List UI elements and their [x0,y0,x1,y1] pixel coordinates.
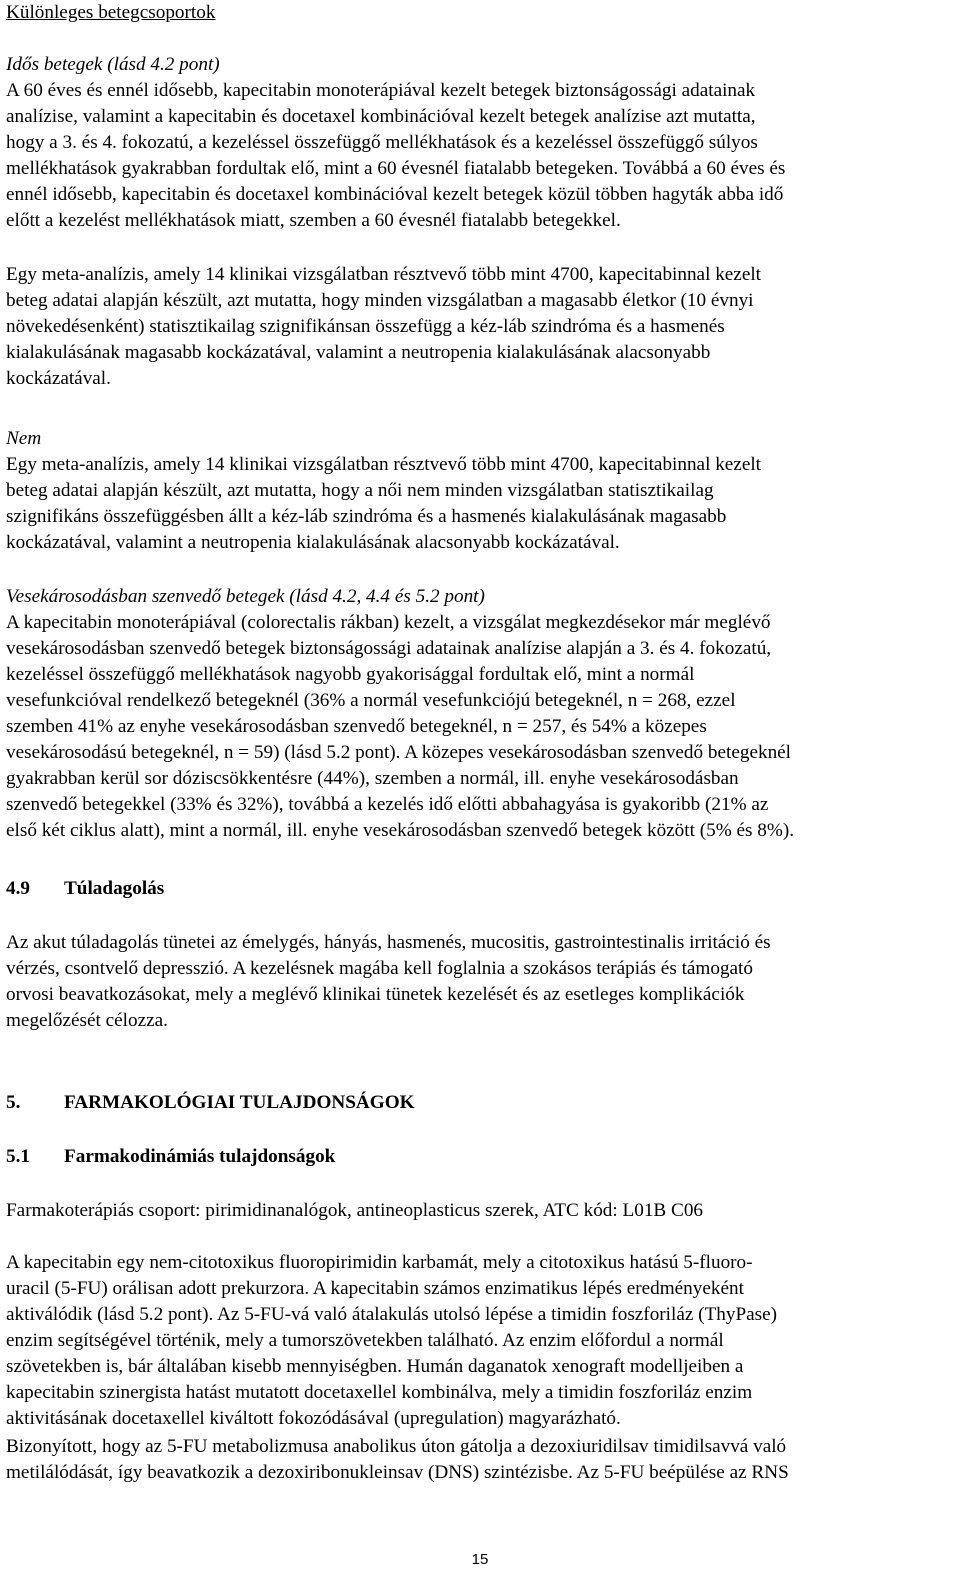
section-number: 4.9 [6,878,30,899]
text-line: aktiválódik (lásd 5.2 pont). Az 5-FU-vá való átalakulás utolsó lépése a timidin foszforiláz (ThyPase) [6,1304,778,1325]
text-line: kockázatával, valamint a neutropenia kialakulásának alacsonyabb kockázatával. [6,532,620,553]
text-line: ennél idősebb, kapecitabin és docetaxel kombinációval kezelt betegek közül többen hagyták abba idő [6,184,784,205]
section-title: Különleges betegcsoportok [6,2,216,23]
text-line: kapecitabin szinergista hatást mutatott docetaxellel kombinálva, mely a timidin foszforiláz enzim [6,1382,753,1403]
section-number: 5.1 [6,1146,30,1167]
section-5-heading [6,1090,415,1116]
text-line: szignifikáns összefüggésben állt a kéz-láb szindróma és a hasmenés kialakulásának magasabb [6,506,727,527]
page-number: 15 [471,1551,489,1568]
section-heading-text: FARMAKOLÓGIAI TULAJDONSÁGOK [64,1092,415,1113]
text-line: aktivitásának docetaxellel kiváltott fokozódásával (upregulation) magyarázható. [6,1408,621,1429]
text-line: kockázatával. [6,368,111,389]
text-line: Egy meta-analízis, amely 14 klinikai vizsgálatban résztvevő több mint 4700, kapecitabinnal kezelt [6,264,762,285]
text-line: enzim segítségével történik, mely a tumorszövetekben található. Az enzim előfordul a normál [6,1330,724,1351]
elderly-paragraph-1 [6,78,785,234]
text-line: beteg adatai alapján készült, azt mutatta, hogy minden vizsgálatban a magasabb életkor (10 évnyi [6,290,754,311]
text-line: kezeléssel összefüggő mellékhatások nagyobb gyakorisággal fordultak elő, mint a normál [6,664,695,685]
text-line: szövetekben is, bár általában kisebb mennyiségben. Humán daganatok xenograft modelljeiben a [6,1356,744,1377]
text-line: Bizonyított, hogy az 5-FU metabolizmusa anabolikus úton gátolja a dezoxiuridilsav timidilsavvá való [6,1436,787,1457]
metabolism-paragraph [6,1434,789,1486]
section-heading-text: Farmakodinámiás tulajdonságok [64,1146,336,1167]
section-heading-text: Túladagolás [64,878,165,899]
text-line: vesekárosodású betegeknél, n = 59) (lásd 5.2 pont). A közepes vesekárosodásban szenvedő betegeknél [6,742,792,763]
text-line: előtt a kezelést mellékhatások miatt, szemben a 60 évesnél fiatalabb betegekkel. [6,210,621,231]
renal-section [6,584,794,844]
text-line: szemben 41% az enyhe vesekárosodásban szenvedő betegeknél, n = 257, és 54% a közepes [6,716,707,737]
text-line: metilálódását, így beavatkozik a dezoxiribonukleinsav (DNS) szintézisbe. Az 5-FU beépülése az RNS [6,1462,789,1483]
text-line: A kapecitabin egy nem-citotoxikus fluoropirimidin karbamát, mely a citotoxikus hatású 5-fluoro- [6,1252,753,1273]
gender-section [6,426,761,556]
text-line: orvosi beavatkozásokat, mely a meglévő klinikai tünetek kezelését és az esetleges komplikációk [6,984,745,1005]
text-line: megelőzését célozza. [6,1010,168,1031]
text-line: vesefunkcióval rendelkező betegeknél (36% a normál vesefunkciójú betegeknél, n = 268, ezzel [6,690,736,711]
text-line: analízise, valamint a kapecitabin és docetaxel kombinációval kezelt betegek analízise azt mutatta, [6,106,756,127]
elderly-heading: Idős betegek (lásd 4.2 pont) [6,54,220,75]
elderly-paragraph-2 [6,262,761,392]
section-number: 5. [6,1092,21,1113]
section-5-1-heading [6,1144,335,1170]
overdose-paragraph [6,930,771,1034]
text-line: Farmakoterápiás csoport: pirimidinanalógok, antineoplasticus szerek, ATC kód: L01B C06 [6,1200,704,1221]
text-line: vérzés, csontvelő depresszió. A kezelésnek magába kell foglalnia a szokásos terápiás és támogató [6,958,753,979]
text-line: növekedésenként) statisztikailag szignifikánsan összefügg a kéz-láb szindróma és a hasmenés [6,316,725,337]
text-line: A 60 éves és ennél idősebb, kapecitabin monoterápiával kezelt betegek biztonságossági adatainak [6,80,756,101]
text-line: vesekárosodásban szenvedő betegek biztonságossági adatainak analízise alapján a 3. és 4. fokozatú, [6,638,772,659]
renal-heading: Vesekárosodásban szenvedő betegek (lásd 4.2, 4.4 és 5.2 pont) [6,586,485,607]
elderly-section [6,52,785,234]
gender-heading: Nem [6,428,42,449]
text-line: gyakrabban kerül sor dóziscsökkentésre (44%), szemben a normál, ill. enyhe vesekárosodásban [6,768,739,789]
overdose-heading [6,876,164,902]
pharmacotherapeutic-group [6,1198,703,1224]
mechanism-paragraph [6,1250,777,1432]
text-line: első két ciklus alatt), mint a normál, ill. enyhe vesekárosodásban szenvedő betegek között (5% és 8%). [6,820,795,841]
text-line: kialakulásának magasabb kockázatával, valamint a neutropenia kialakulásának alacsonyabb [6,342,711,363]
text-line: A kapecitabin monoterápiával (colorectalis rákban) kezelt, a vizsgálat megkezdésekor már meglévő [6,612,771,633]
text-line: szenvedő betegekkel (33% és 32%), továbbá a kezelés idő előtti abbahagyása is gyakoribb (21% az [6,794,769,815]
text-line: Egy meta-analízis, amely 14 klinikai vizsgálatban résztvevő több mint 4700, kapecitabinnal kezelt [6,454,762,475]
text-line: hogy a 3. és 4. fokozatú, a kezeléssel összefüggő mellékhatások és a kezeléssel összefüggő súlyos [6,132,758,153]
text-line: mellékhatások gyakrabban fordultak elő, mint a 60 évesnél fiatalabb betegeken. Továbbá a 60 éves és [6,158,786,179]
text-line: uracil (5-FU) orálisan adott prekurzora. A kapecitabin számos enzimatikus lépés eredményeként [6,1278,744,1299]
text-line: beteg adatai alapján készült, azt mutatta, hogy a női nem minden vizsgálatban statisztikailag [6,480,714,501]
text-line: Az akut túladagolás tünetei az émelygés, hányás, hasmenés, mucositis, gastrointestinalis irritáció és [6,932,771,953]
